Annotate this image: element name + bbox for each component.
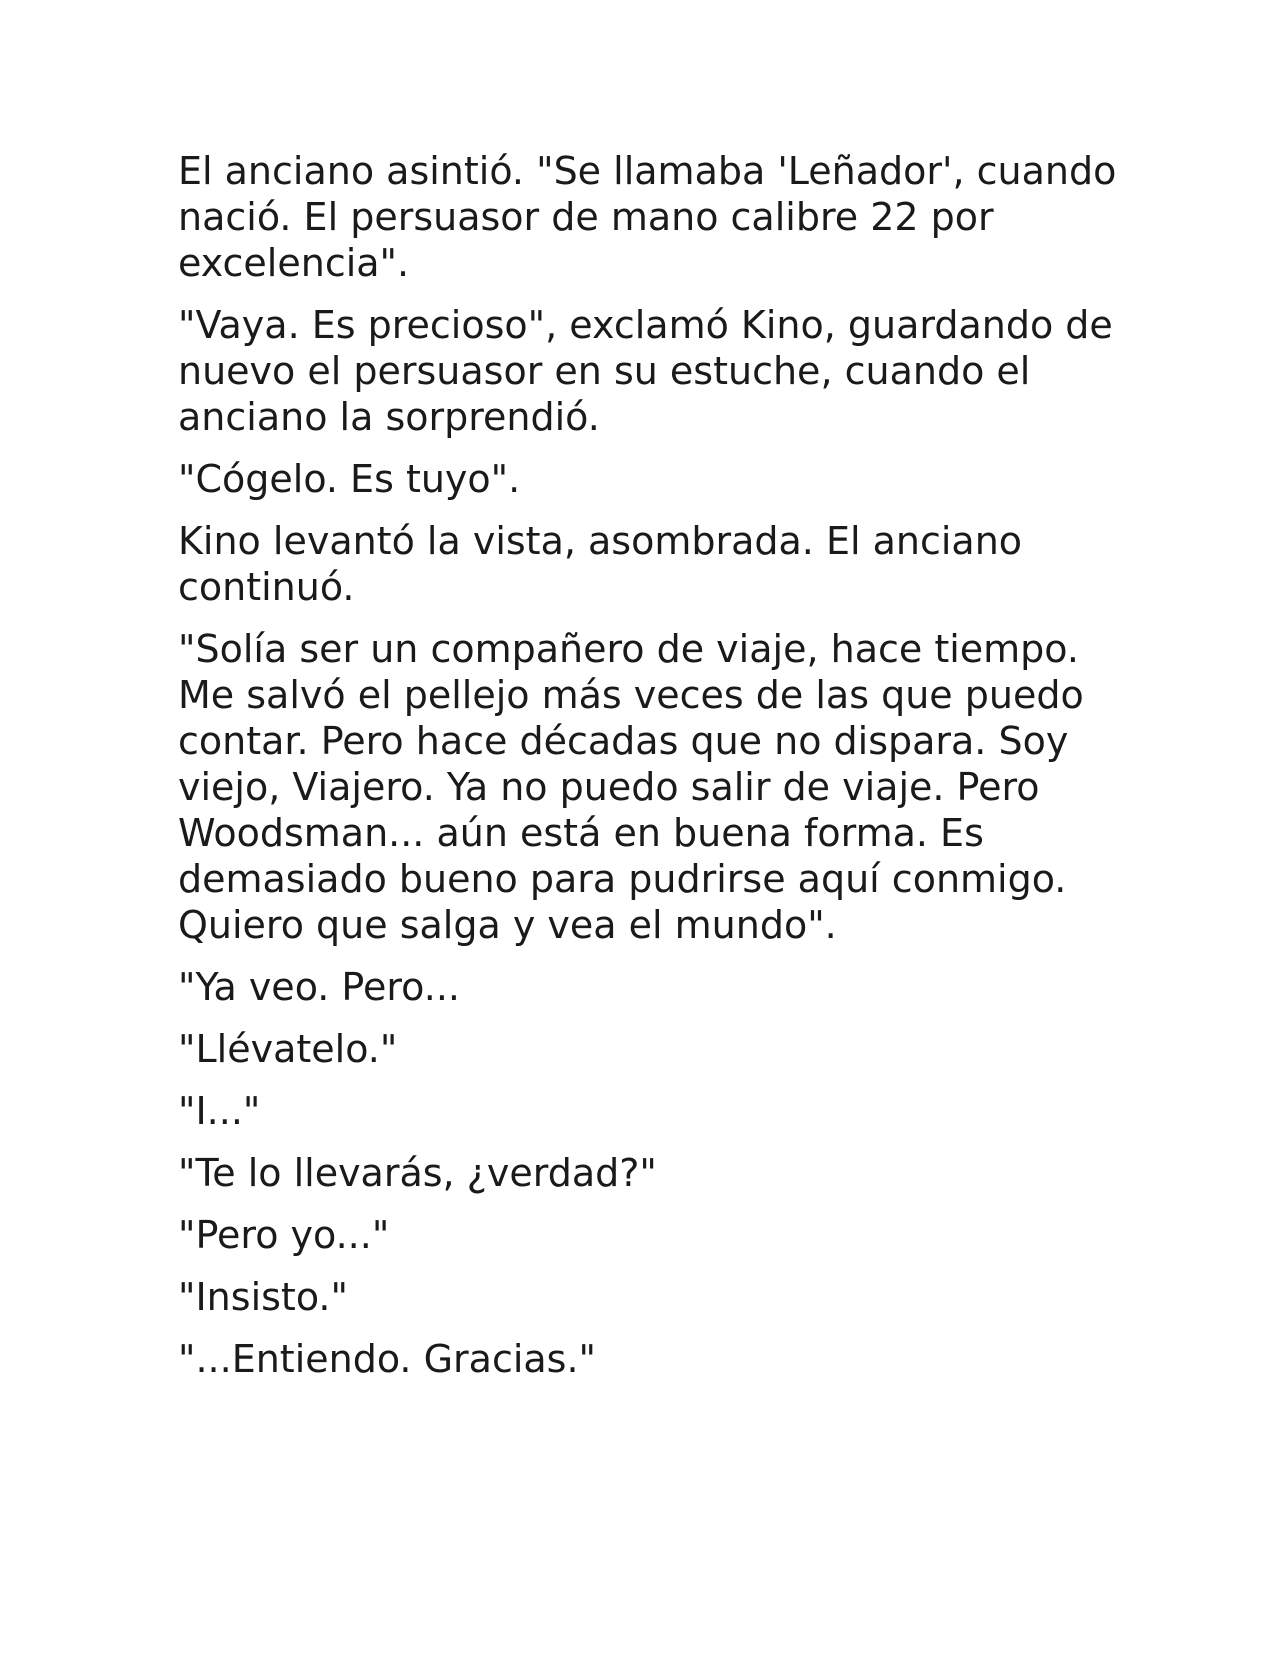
paragraph-2: "Vaya. Es precioso", exclamó Kino, guardando de nuevo el persuasor en su estuche, cuando el anciano la sorprendió. [178,303,1113,439]
paragraph-10: "Pero yo..." [178,1213,390,1257]
paragraph-5: "Solía ser un compañero de viaje, hace tiempo. Me salvó el pellejo más veces de las que puedo contar. Pero hace décadas que no dispara. Soy viejo, Viajero. Ya no puedo salir de viaje. Pero Woodsman... aún está en buena forma. Es demasiado bueno para pudrirse aquí conmigo. Quiero que salga y vea el mundo". [178,627,1084,947]
paragraph-3: "Cógelo. Es tuyo". [178,457,521,501]
paragraph-7: "Llévatelo." [178,1027,398,1071]
paragraph-8: "I..." [178,1089,261,1133]
paragraph-12: "...Entiendo. Gracias." [178,1337,597,1381]
paragraph-6: "Ya veo. Pero... [178,965,460,1009]
paragraph-4: Kino levantó la vista, asombrada. El anciano continuó. [178,519,1023,609]
paragraph-11: "Insisto." [178,1275,348,1319]
document-body [178,148,1118,1398]
paragraph-1: El anciano asintió. "Se llamaba 'Leñador', cuando nació. El persuasor de mano calibre 22 por excelencia". [178,149,1117,285]
paragraph-9: "Te lo llevarás, ¿verdad?" [178,1151,657,1195]
